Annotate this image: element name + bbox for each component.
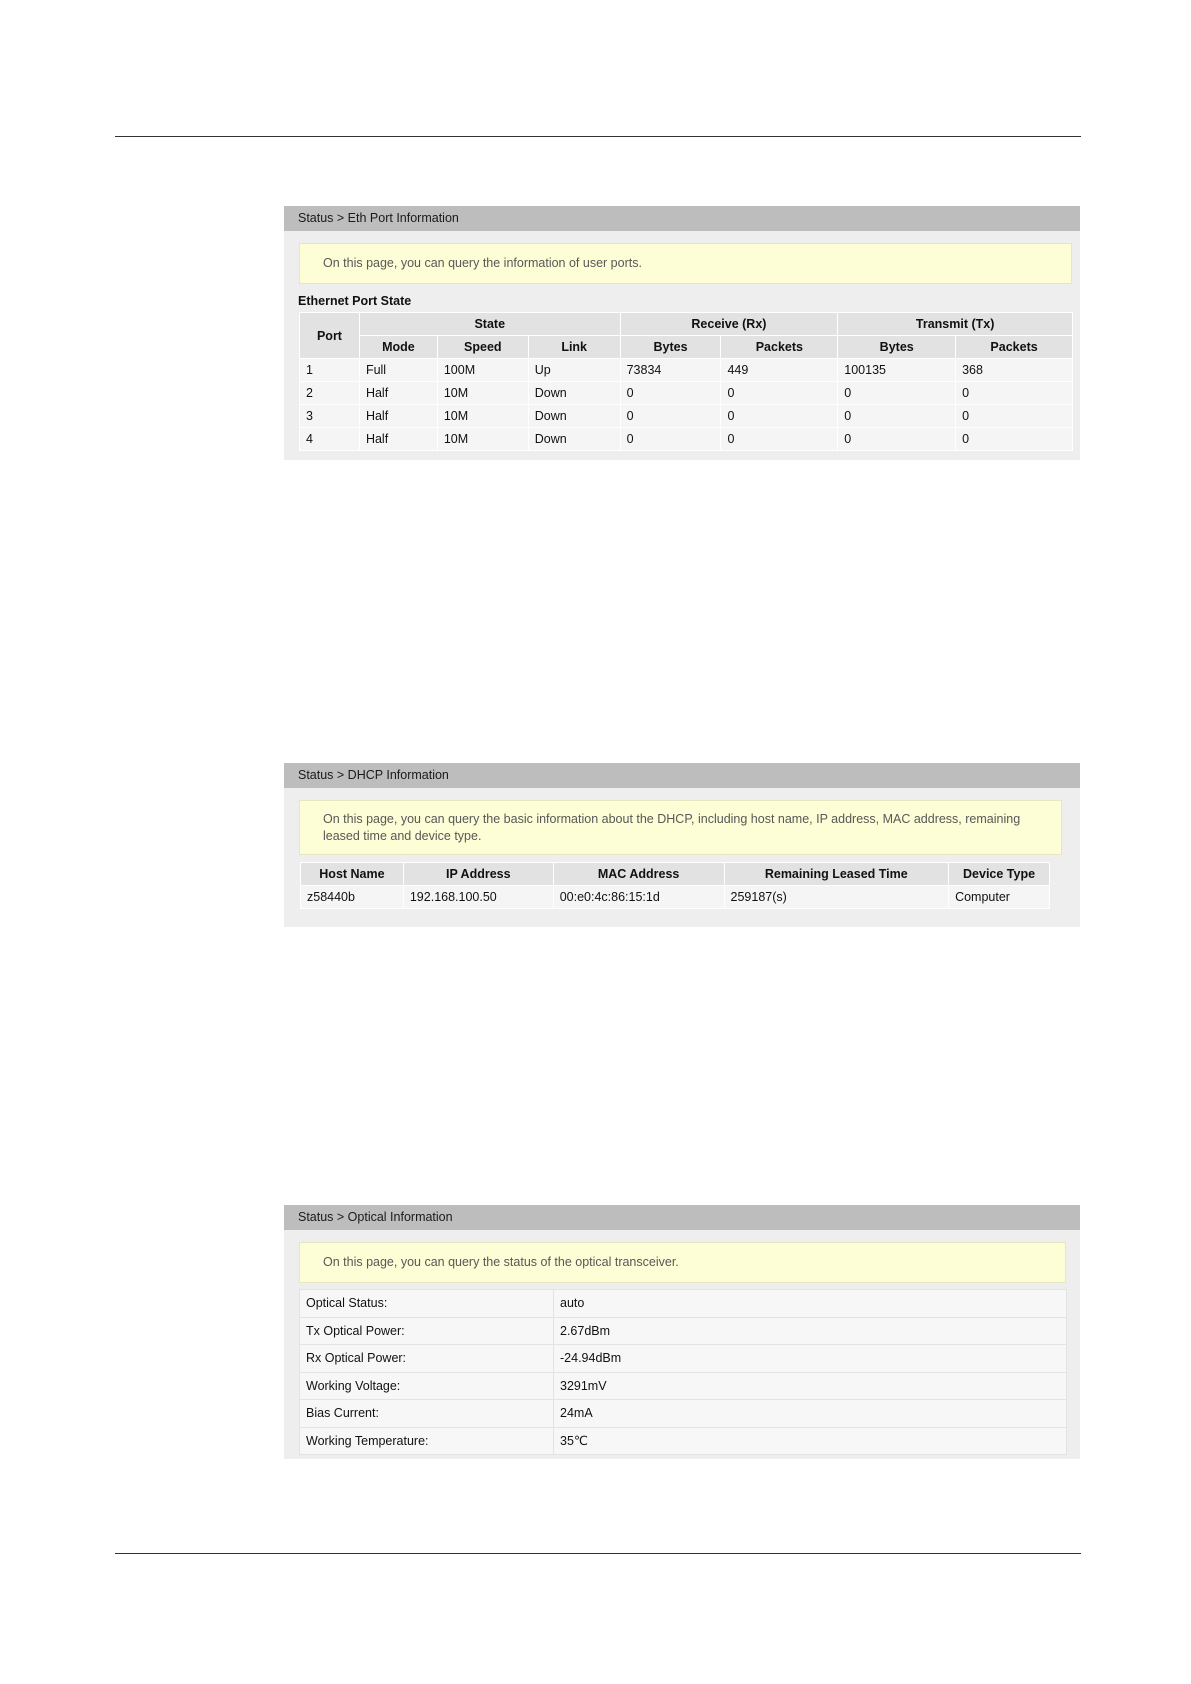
- col-mode: Mode: [359, 336, 437, 359]
- col-rx-packets: Packets: [721, 336, 838, 359]
- cell-rx-bytes: 0: [620, 382, 721, 405]
- optical-status-label: Optical Status:: [300, 1290, 554, 1318]
- cell-rx-bytes: 73834: [620, 359, 721, 382]
- cell-rx-packets: 449: [721, 359, 838, 382]
- optical-status-value: auto: [554, 1290, 1067, 1318]
- eth-info-note: On this page, you can query the information of user ports.: [299, 243, 1072, 284]
- working-voltage-value: 3291mV: [554, 1372, 1067, 1400]
- cell-rx-packets: 0: [721, 428, 838, 451]
- cell-tx-packets: 0: [956, 405, 1073, 428]
- dhcp-info-note: On this page, you can query the basic information about the DHCP, including host name, IP address, MAC address, remaining leased time and device type.: [299, 800, 1062, 855]
- table-row: [300, 1400, 1067, 1428]
- page-top-rule: [115, 136, 1081, 137]
- eth-port-table: [299, 312, 1073, 451]
- table-row: [300, 1372, 1067, 1400]
- col-host-name: Host Name: [301, 863, 404, 886]
- col-tx-bytes: Bytes: [838, 336, 956, 359]
- page-bottom-rule: [115, 1553, 1081, 1554]
- col-device-type: Device Type: [949, 863, 1050, 886]
- cell-rx-bytes: 0: [620, 428, 721, 451]
- col-ip-address: IP Address: [403, 863, 553, 886]
- cell-remaining-leased-time: 259187(s): [724, 886, 949, 909]
- cell-mode: Full: [359, 359, 437, 382]
- dhcp-panel: [284, 763, 1080, 927]
- cell-tx-packets: 0: [956, 382, 1073, 405]
- table-row: [300, 382, 1073, 405]
- bias-current-value: 24mA: [554, 1400, 1067, 1428]
- col-rx-bytes: Bytes: [620, 336, 721, 359]
- cell-port: 2: [300, 382, 360, 405]
- eth-port-panel: [284, 206, 1080, 460]
- rx-power-value: -24.94dBm: [554, 1345, 1067, 1373]
- table-row: [300, 359, 1073, 382]
- optical-table: [299, 1289, 1067, 1455]
- col-port: Port: [300, 313, 360, 359]
- cell-speed: 10M: [437, 428, 528, 451]
- table-row: [300, 1317, 1067, 1345]
- bias-current-label: Bias Current:: [300, 1400, 554, 1428]
- optical-info-note: On this page, you can query the status of the optical transceiver.: [299, 1242, 1066, 1283]
- cell-tx-bytes: 0: [838, 382, 956, 405]
- cell-tx-bytes: 100135: [838, 359, 956, 382]
- eth-breadcrumb: Status > Eth Port Information: [284, 206, 1080, 231]
- cell-link: Down: [528, 428, 620, 451]
- optical-breadcrumb: Status > Optical Information: [284, 1205, 1080, 1230]
- col-state: State: [359, 313, 620, 336]
- col-speed: Speed: [437, 336, 528, 359]
- col-tx-packets: Packets: [956, 336, 1073, 359]
- col-link: Link: [528, 336, 620, 359]
- cell-mac-address: 00:e0:4c:86:15:1d: [553, 886, 724, 909]
- table-row: [300, 405, 1073, 428]
- cell-port: 4: [300, 428, 360, 451]
- col-mac-address: MAC Address: [553, 863, 724, 886]
- table-row: [300, 1290, 1067, 1318]
- cell-link: Down: [528, 405, 620, 428]
- cell-tx-packets: 0: [956, 428, 1073, 451]
- cell-rx-packets: 0: [721, 405, 838, 428]
- tx-power-label: Tx Optical Power:: [300, 1317, 554, 1345]
- cell-rx-packets: 0: [721, 382, 838, 405]
- cell-speed: 10M: [437, 405, 528, 428]
- working-temperature-value: 35℃: [554, 1427, 1067, 1455]
- cell-link: Up: [528, 359, 620, 382]
- table-row: [300, 1345, 1067, 1373]
- cell-port: 3: [300, 405, 360, 428]
- cell-device-type: Computer: [949, 886, 1050, 909]
- cell-tx-bytes: 0: [838, 405, 956, 428]
- cell-host-name: z58440b: [301, 886, 404, 909]
- dhcp-table: [300, 862, 1050, 909]
- working-voltage-label: Working Voltage:: [300, 1372, 554, 1400]
- table-row: [300, 428, 1073, 451]
- col-remaining-leased-time: Remaining Leased Time: [724, 863, 949, 886]
- cell-speed: 100M: [437, 359, 528, 382]
- col-receive: Receive (Rx): [620, 313, 838, 336]
- cell-mode: Half: [359, 382, 437, 405]
- dhcp-breadcrumb: Status > DHCP Information: [284, 763, 1080, 788]
- working-temperature-label: Working Temperature:: [300, 1427, 554, 1455]
- cell-ip-address: 192.168.100.50: [403, 886, 553, 909]
- cell-port: 1: [300, 359, 360, 382]
- table-row: [300, 1427, 1067, 1455]
- cell-rx-bytes: 0: [620, 405, 721, 428]
- cell-link: Down: [528, 382, 620, 405]
- rx-power-label: Rx Optical Power:: [300, 1345, 554, 1373]
- cell-mode: Half: [359, 405, 437, 428]
- table-row: [301, 886, 1050, 909]
- tx-power-value: 2.67dBm: [554, 1317, 1067, 1345]
- cell-tx-packets: 368: [956, 359, 1073, 382]
- optical-panel: [284, 1205, 1080, 1459]
- eth-section-title: Ethernet Port State: [298, 294, 412, 308]
- cell-speed: 10M: [437, 382, 528, 405]
- cell-mode: Half: [359, 428, 437, 451]
- cell-tx-bytes: 0: [838, 428, 956, 451]
- col-transmit: Transmit (Tx): [838, 313, 1073, 336]
